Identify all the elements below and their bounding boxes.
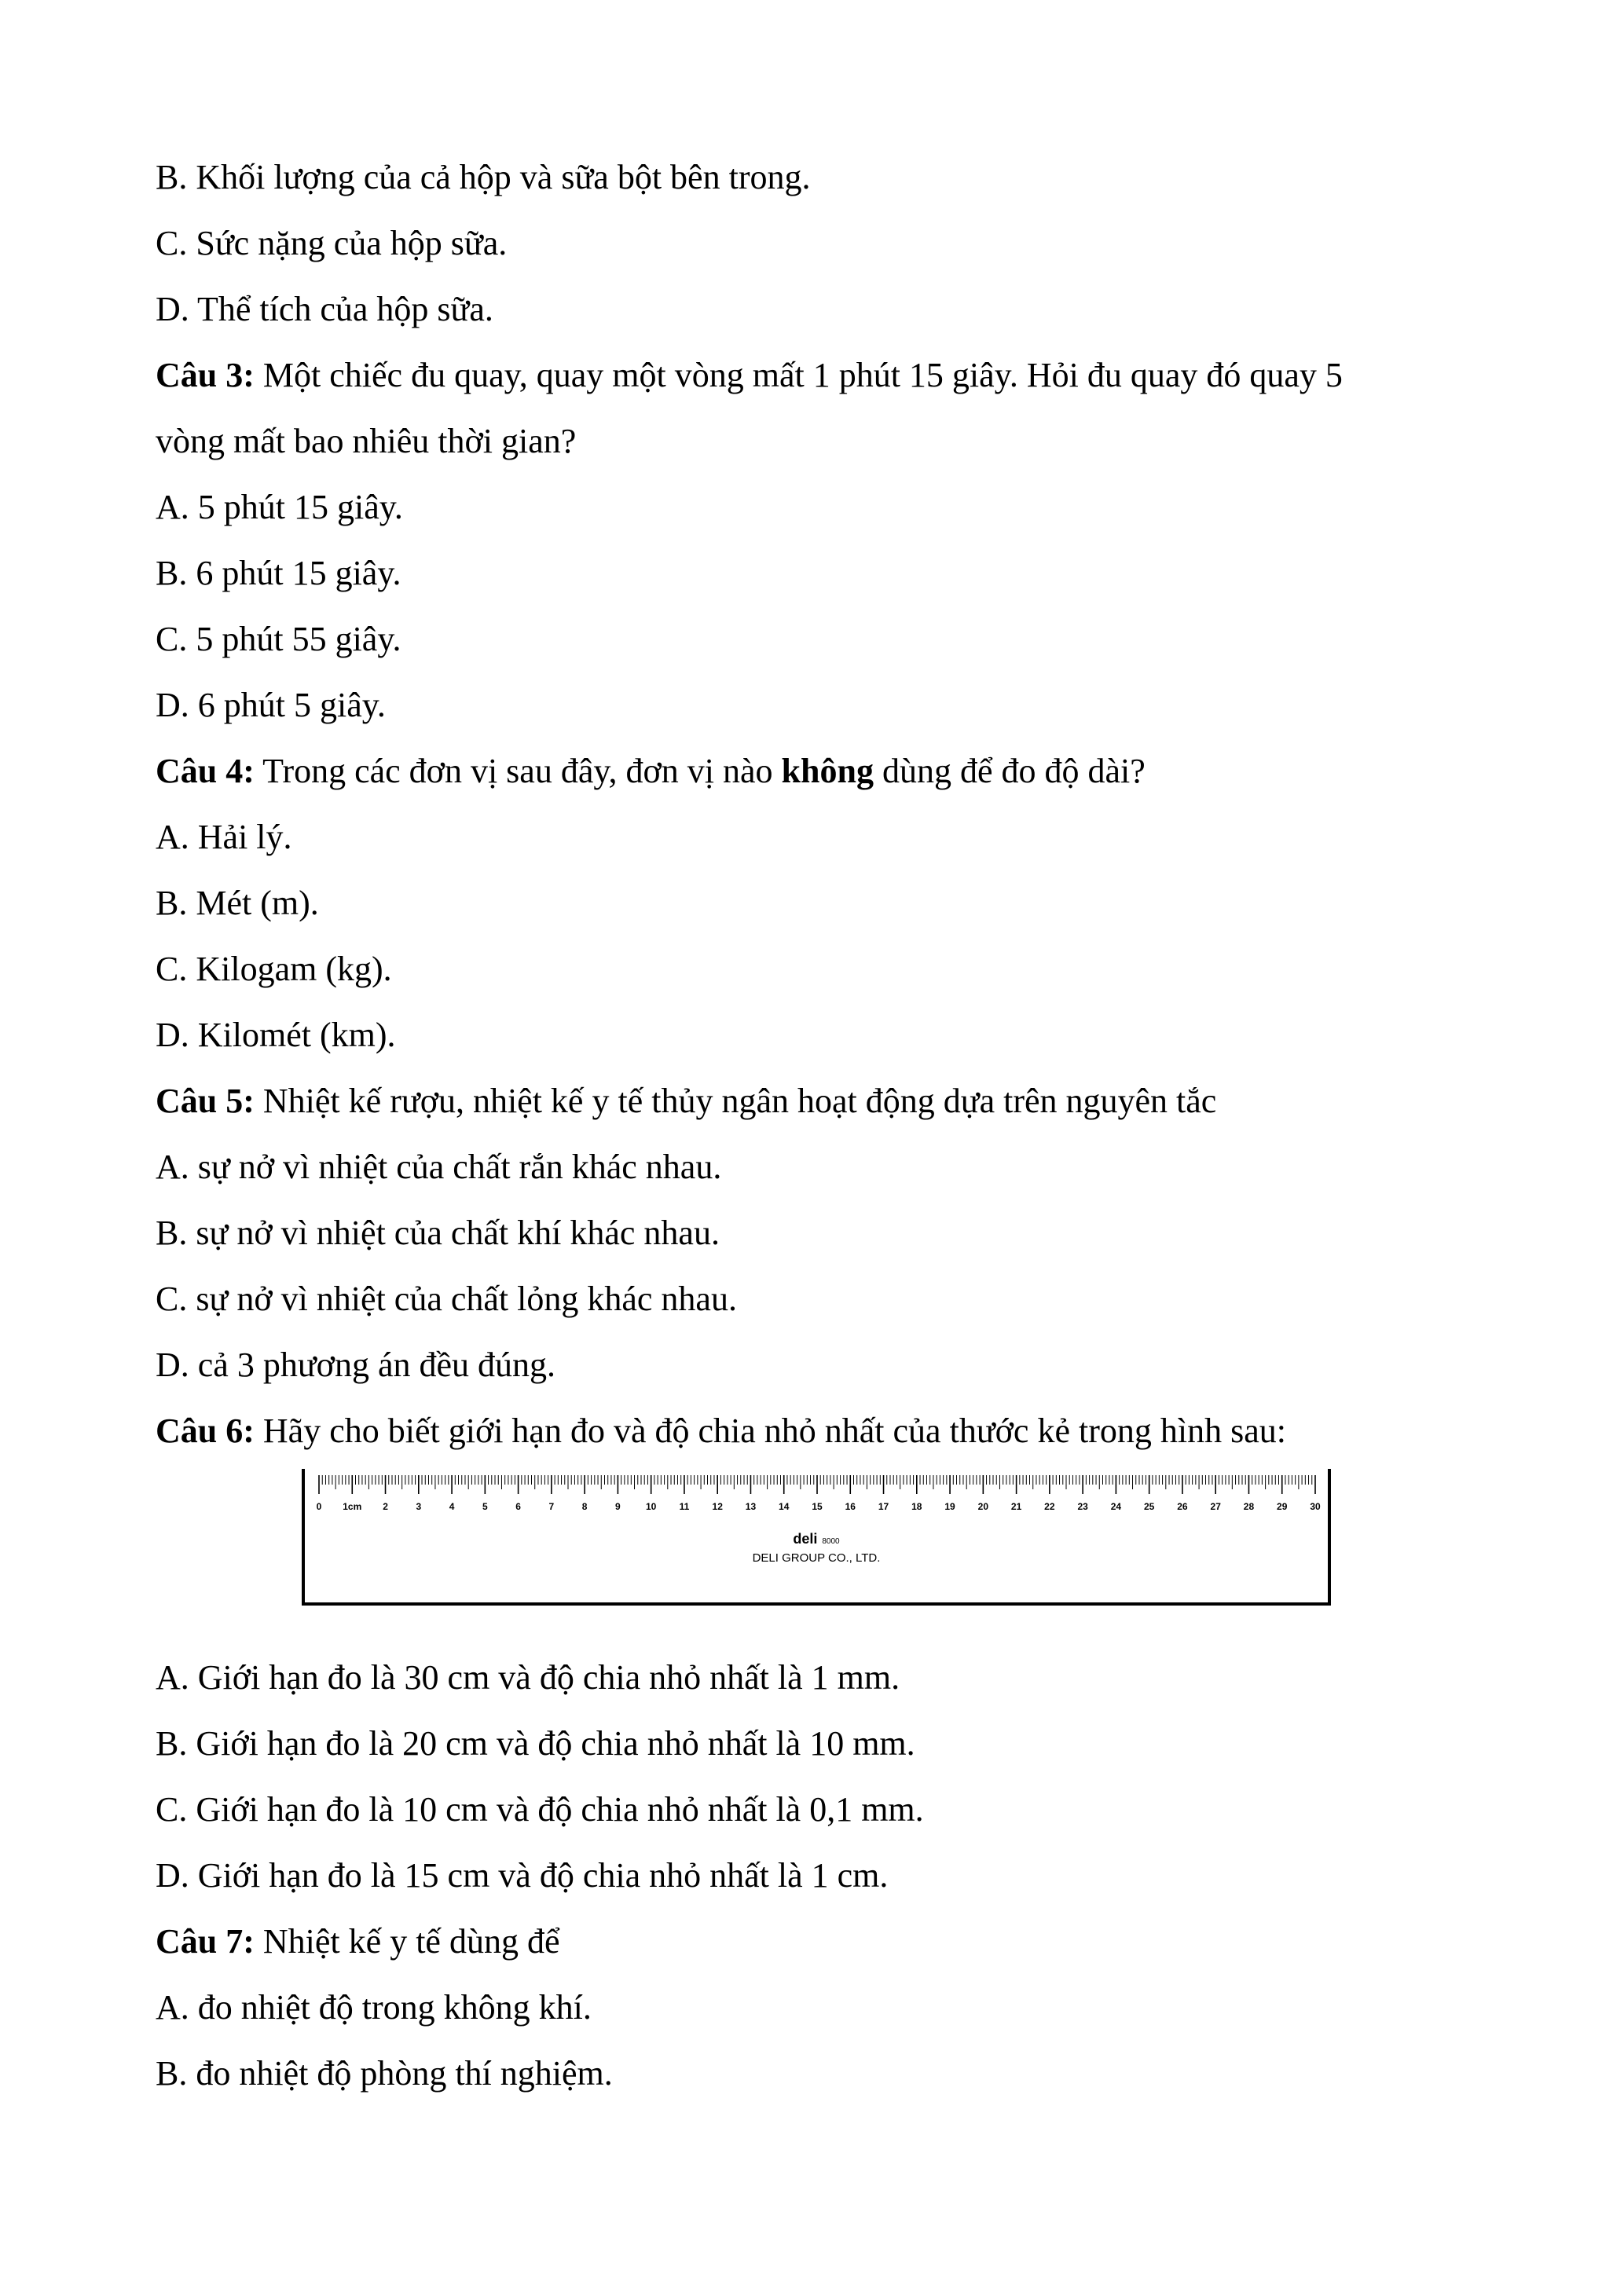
ruler-tick-label: 23 xyxy=(1077,1501,1088,1512)
ruler-tick-label: 14 xyxy=(779,1501,790,1512)
q3-question xyxy=(156,355,1343,396)
q2-option-c: C. Sức nặng của hộp sữa. xyxy=(156,224,508,262)
ruler-tick-label: 16 xyxy=(845,1501,856,1512)
q7-option-a: A. đo nhiệt độ trong không khí. xyxy=(156,1988,592,2027)
ruler-tick-label: 28 xyxy=(1243,1501,1255,1512)
q6-option-b: B. Giới hạn đo là 20 cm và độ chia nhỏ nhất là 10 mm. xyxy=(156,1724,915,1763)
q2-option-d: D. Thể tích của hộp sữa. xyxy=(156,290,493,328)
ruler-labels xyxy=(317,1501,1321,1512)
ruler-tick-label: 3 xyxy=(416,1501,422,1512)
ruler-tick-label: 10 xyxy=(645,1501,657,1512)
q5-option-b: B. sự nở vì nhiệt của chất khí khác nhau. xyxy=(156,1214,720,1252)
q5-option-c: C. sự nở vì nhiệt của chất lỏng khác nhau. xyxy=(156,1280,737,1318)
ruler-tick-label: 18 xyxy=(911,1501,922,1512)
ruler-tick-label: 27 xyxy=(1210,1501,1221,1512)
q2-option-b: B. Khối lượng của cả hộp và sữa bột bên trong. xyxy=(156,158,811,196)
q5-label: Câu 5: xyxy=(156,1082,255,1120)
q5-question xyxy=(156,1081,1216,1122)
q6-option-c: C. Giới hạn đo là 10 cm và độ chia nhỏ nhất là 0,1 mm. xyxy=(156,1790,924,1829)
ruler xyxy=(302,1469,1331,1606)
q4-text-before: Trong các đơn vị sau đây, đơn vị nào xyxy=(254,752,782,790)
ruler-tick-label: 1cm xyxy=(343,1501,362,1512)
ruler-tick-label: 11 xyxy=(679,1501,690,1512)
ruler-tick-label: 2 xyxy=(383,1501,388,1512)
ruler-tick-label: 19 xyxy=(944,1501,955,1512)
ruler-tick-label: 30 xyxy=(1310,1501,1321,1512)
q7-question xyxy=(156,1921,559,1962)
q6-question xyxy=(156,1411,1286,1452)
q3-option-d: D. 6 phút 5 giây. xyxy=(156,686,386,724)
ruler-tick-label: 4 xyxy=(449,1501,455,1512)
ruler-ticks xyxy=(319,1475,1315,1494)
q4-option-d: D. Kilomét (km). xyxy=(156,1016,396,1054)
q4-label: Câu 4: xyxy=(156,752,255,790)
q3-label: Câu 3: xyxy=(156,356,255,394)
q4-option-a: A. Hải lý. xyxy=(156,818,292,856)
q5-option-d: D. cả 3 phương án đều đúng. xyxy=(156,1346,556,1384)
q3-option-c: C. 5 phút 55 giây. xyxy=(156,620,401,658)
ruler-tick-label: 24 xyxy=(1110,1501,1122,1512)
q4-option-b: B. Mét (m). xyxy=(156,884,319,922)
ruler-brand: deli 8000 xyxy=(793,1531,840,1547)
ruler-tick-label: 5 xyxy=(482,1501,488,1512)
q4-text-after: dùng để đo độ dài? xyxy=(873,752,1146,790)
ruler-tick-label: 9 xyxy=(615,1501,621,1512)
ruler-tick-label: 12 xyxy=(712,1501,723,1512)
q6-option-d: D. Giới hạn đo là 15 cm và độ chia nhỏ nhất là 1 cm. xyxy=(156,1856,889,1895)
q4-question xyxy=(156,751,1146,792)
q7-text: Nhiệt kế y tế dùng để xyxy=(254,1922,560,1961)
ruler-tick-label: 6 xyxy=(515,1501,521,1512)
q6-option-a: A. Giới hạn đo là 30 cm và độ chia nhỏ nhất là 1 mm. xyxy=(156,1658,900,1697)
q7-label: Câu 7: xyxy=(156,1922,255,1961)
q3-text-line1: Một chiếc đu quay, quay một vòng mất 1 phút 15 giây. Hỏi đu quay đó quay 5 xyxy=(254,356,1343,394)
ruler-tick-label: 8 xyxy=(581,1501,588,1512)
ruler-tick-label: 13 xyxy=(745,1501,757,1512)
q4-option-c: C. Kilogam (kg). xyxy=(156,950,392,988)
ruler-tick-label: 26 xyxy=(1177,1501,1188,1512)
ruler-tick-label: 7 xyxy=(548,1501,555,1512)
ruler-tick-label: 29 xyxy=(1277,1501,1288,1512)
ruler-tick-label: 25 xyxy=(1143,1501,1155,1512)
ruler-tick-label: 15 xyxy=(812,1501,823,1512)
q4-text-bold: không xyxy=(781,752,874,790)
q6-text: Hãy cho biết giới hạn đo và độ chia nhỏ nhất của thước kẻ trong hình sau: xyxy=(254,1412,1286,1450)
ruler-tick-label: 21 xyxy=(1010,1501,1022,1512)
q3-option-b: B. 6 phút 15 giây. xyxy=(156,554,401,592)
q5-text: Nhiệt kế rượu, nhiệt kế y tế thủy ngân hoạt động dựa trên nguyên tắc xyxy=(254,1082,1217,1120)
ruler-tick-label: 0 xyxy=(316,1501,322,1512)
q3-option-a: A. 5 phút 15 giây. xyxy=(156,488,403,526)
q3-text-line2: vòng mất bao nhiêu thời gian? xyxy=(156,422,577,460)
ruler-figure xyxy=(302,1469,1331,1606)
q5-option-a: A. sự nở vì nhiệt của chất rắn khác nhau. xyxy=(156,1148,722,1186)
q7-option-b: B. đo nhiệt độ phòng thí nghiệm. xyxy=(156,2054,613,2093)
ruler-tick-label: 22 xyxy=(1044,1501,1055,1512)
ruler-tick-label: 20 xyxy=(977,1501,989,1512)
ruler-company: DELI GROUP CO., LTD. xyxy=(752,1551,881,1565)
q6-label: Câu 6: xyxy=(156,1412,255,1450)
ruler-tick-label: 17 xyxy=(878,1501,889,1512)
